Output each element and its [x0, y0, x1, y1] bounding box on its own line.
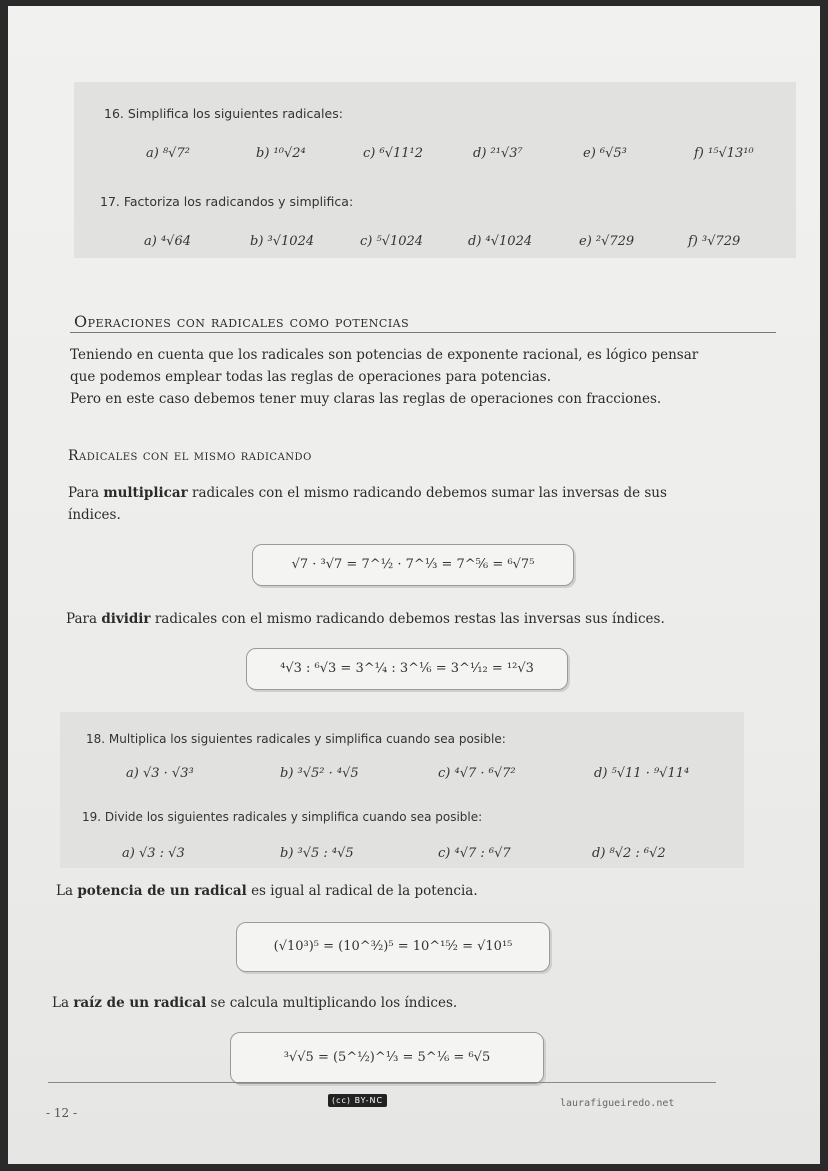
exercise-19-item-b: b) ³√5 : ⁴√5 [280, 846, 354, 861]
exercise-19-item-d: d) ⁸√2 : ⁶√2 [592, 846, 666, 861]
exercise-18-item-a: a) √3 · √3³ [126, 766, 194, 781]
exercise-16-items [8, 146, 808, 166]
exercise-17-item-b: b) ³√1024 [250, 234, 315, 249]
power-post: es igual al radical de la potencia. [246, 883, 478, 899]
exercise-16-item-d: d) ²¹√3⁷ [473, 146, 523, 161]
formula-power [236, 922, 550, 972]
root-pre: La [52, 995, 74, 1011]
formula-multiply-text: √7 · ³√7 = 7^½ · 7^⅓ = 7^⅚ = ⁶√7⁵ [291, 557, 535, 572]
footer-rule [48, 1082, 716, 1083]
multiply-post: radicales con el mismo radicando debemos sumar las inversas de sus [187, 485, 667, 501]
power-bold: potencia de un radical [77, 883, 247, 899]
exercise-18-items [8, 766, 808, 786]
multiply-bold: multiplicar [103, 485, 188, 501]
exercise-17-items [8, 234, 808, 254]
subsection-title: Radicales con el mismo radicando [68, 448, 312, 464]
exercise-16-item-e: e) ⁶√5³ [583, 146, 627, 161]
exercise-19-title: 19. Divide los siguientes radicales y simplifica cuando sea posible: [82, 810, 483, 824]
multiply-paragraph [68, 482, 768, 526]
exercise-17-title: 17. Factoriza los radicandos y simplifica: [100, 194, 354, 209]
divide-bold: dividir [101, 611, 151, 627]
intro-line-2: que podemos emplear todas las reglas de operaciones para potencias. [70, 369, 552, 385]
multiply-pre: Para [68, 485, 104, 501]
exercise-18-item-b: b) ³√5² · ⁴√5 [280, 766, 359, 781]
section-intro [70, 344, 790, 410]
divide-post: radicales con el mismo radicando debemos restas las inversas sus índices. [150, 611, 665, 627]
formula-divide-text: ⁴√3 : ⁶√3 = 3^¼ : 3^⅙ = 3^¹⁄₁₂ = ¹²√3 [280, 661, 534, 676]
power-pre: La [56, 883, 78, 899]
exercise-16-item-b: b) ¹⁰√2⁴ [256, 146, 306, 161]
section-rule [70, 332, 776, 333]
footer-site: laurafigueiredo.net [560, 1098, 675, 1109]
exercise-18-item-c: c) ⁴√7 · ⁶√7² [438, 766, 516, 781]
divide-pre: Para [66, 611, 102, 627]
exercise-17-item-e: e) ²√729 [579, 234, 635, 249]
document-page [8, 6, 820, 1164]
exercise-16-item-f: f) ¹⁵√13¹⁰ [694, 146, 754, 161]
exercise-16-item-a: a) ⁸√7² [146, 146, 190, 161]
exercise-17-item-c: c) ⁵√1024 [360, 234, 424, 249]
formula-divide [246, 648, 568, 690]
formula-multiply [252, 544, 574, 586]
root-post: se calcula multiplicando los índices. [206, 995, 458, 1011]
license-badge: (cc) BY-NC [328, 1094, 387, 1107]
divide-paragraph [66, 608, 786, 630]
formula-root-text: ³√√5 = (5^½)^⅓ = 5^⅙ = ⁶√5 [283, 1050, 491, 1065]
exercise-16-title: 16. Simplifica los siguientes radicales: [104, 106, 343, 121]
intro-line-1: Teniendo en cuenta que los radicales son potencias de exponente racional, es lógico pensar [70, 347, 699, 363]
exercise-19-item-a: a) √3 : √3 [122, 846, 185, 861]
intro-line-3: Pero en este caso debemos tener muy claras las reglas de operaciones con fracciones. [70, 391, 662, 407]
formula-root [230, 1032, 544, 1084]
exercise-19-items [8, 846, 808, 866]
multiply-post-2: índices. [68, 507, 121, 523]
exercise-19-item-c: c) ⁴√7 : ⁶√7 [438, 846, 511, 861]
exercise-18-title: 18. Multiplica los siguientes radicales y simplifica cuando sea posible: [86, 732, 506, 746]
page-number: - 12 - [46, 1106, 78, 1120]
exercise-16-item-c: c) ⁶√11¹2 [363, 146, 424, 161]
power-paragraph [56, 880, 776, 902]
exercise-18-item-d: d) ⁵√11 · ⁹√11⁴ [594, 766, 690, 781]
root-paragraph [52, 992, 772, 1014]
root-bold: raíz de un radical [73, 995, 207, 1011]
section-title: Operaciones con radicales como potencias [74, 312, 410, 331]
exercise-17-item-f: f) ³√729 [688, 234, 741, 249]
exercise-17-item-d: d) ⁴√1024 [468, 234, 533, 249]
formula-power-text: (√10³)⁵ = (10^³⁄₂)⁵ = 10^¹⁵⁄₂ = √10¹⁵ [273, 939, 513, 954]
exercise-17-item-a: a) ⁴√64 [144, 234, 191, 249]
